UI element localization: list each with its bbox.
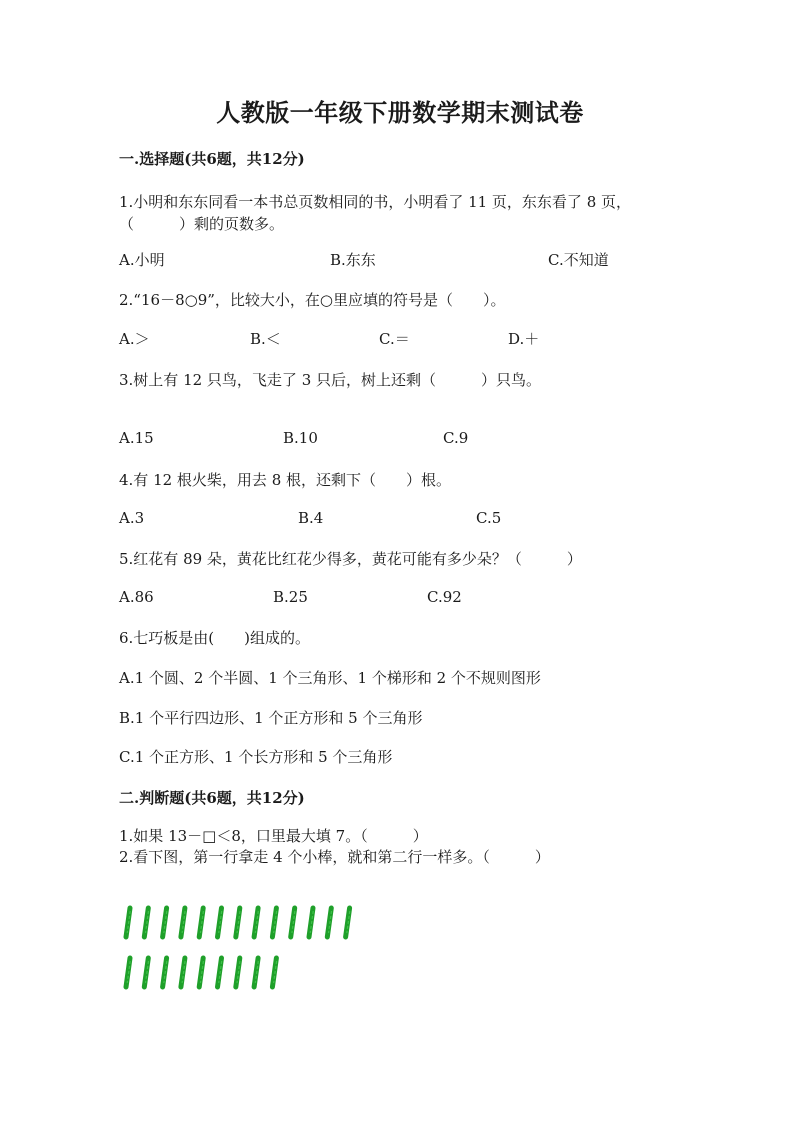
question-3-text: 3.树上有 12 只鸟，飞走了 3 只后，树上还剩（ ）只鸟。: [119, 371, 542, 389]
page-title: 人教版一年级下册数学期末测试卷: [216, 98, 584, 127]
question-1-text: 1.小明和东东同看一本书总页数相同的书，小明看了 11 页，东东看了 8 页，: [119, 193, 632, 211]
counting-stick: [254, 958, 258, 987]
question-1-option-a: A.小明: [119, 251, 165, 269]
counting-stick: [181, 958, 185, 987]
counting-stick: [272, 958, 276, 987]
section-heading-choice: 一.选择题(共6题，共12分): [119, 150, 305, 168]
counting-stick: [236, 908, 240, 937]
counting-stick: [181, 908, 185, 937]
question-5-option-c: C.92: [427, 588, 462, 606]
question-4-text: 4.有 12 根火柴，用去 8 根，还剩下（ ）根。: [119, 471, 452, 489]
question-4-option-b: B.4: [298, 509, 324, 527]
question-6-option-c: C.1 个正方形、1 个长方形和 5 个三角形: [119, 748, 393, 766]
question-5-option-a: A.86: [119, 588, 154, 606]
question-6-option-b: B.1 个平行四边形、1 个正方形和 5 个三角形: [119, 709, 423, 727]
question-2-text: 2.“16－8○9”，比较大小，在○里应填的符号是（ ）。: [119, 291, 506, 309]
counting-stick: [126, 958, 130, 987]
section-heading-judgement: 二.判断题(共6题，共12分): [119, 789, 305, 807]
counting-stick: [236, 958, 240, 987]
counting-stick: [309, 908, 313, 937]
stick-row-2-figure: [120, 955, 380, 991]
counting-stick: [199, 908, 203, 937]
question-3-option-a: A.15: [119, 429, 154, 447]
question-2-option-a: A.＞: [119, 330, 150, 348]
question-2-option-d: D.＋: [508, 330, 540, 348]
judgement-2-text: 2.看下图，第一行拿走 4 个小棒，就和第二行一样多。（ ）: [119, 848, 550, 866]
stick-row-1-figure: [120, 905, 380, 941]
counting-stick: [163, 958, 167, 987]
counting-stick: [163, 908, 167, 937]
counting-stick: [327, 908, 331, 937]
stick-row-1: [120, 905, 380, 941]
counting-stick: [272, 908, 276, 937]
counting-stick: [218, 908, 222, 937]
question-5-option-b: B.25: [273, 588, 308, 606]
counting-stick: [126, 908, 130, 937]
counting-stick: [291, 908, 295, 937]
judgement-1-text: 1.如果 13－□＜8，口里最大填 7。（ ）: [119, 827, 428, 845]
question-5-text: 5.红花有 89 朵，黄花比红花少得多，黄花可能有多少朵？（ ）: [119, 550, 582, 568]
question-1-option-b: B.东东: [330, 251, 376, 269]
question-3-option-b: B.10: [283, 429, 318, 447]
stick-row-2: [120, 955, 380, 991]
question-6-option-a: A.1 个圆、2 个半圆、1 个三角形、1 个梯形和 2 个不规则图形: [119, 669, 541, 687]
counting-stick: [144, 958, 148, 987]
question-1-text-cont: （ ）剩的页数多。: [119, 215, 285, 233]
question-3-option-c: C.9: [443, 429, 469, 447]
question-6-text: 6.七巧板是由( )组成的。: [119, 629, 311, 647]
question-4-option-c: C.5: [476, 509, 502, 527]
counting-stick: [254, 908, 258, 937]
counting-stick: [346, 908, 350, 937]
question-4-option-a: A.3: [119, 509, 145, 527]
question-1-option-c: C.不知道: [548, 251, 609, 269]
question-2-option-b: B.＜: [250, 330, 281, 348]
counting-stick: [218, 958, 222, 987]
question-2-option-c: C.＝: [379, 330, 410, 348]
counting-stick: [199, 958, 203, 987]
counting-stick: [144, 908, 148, 937]
